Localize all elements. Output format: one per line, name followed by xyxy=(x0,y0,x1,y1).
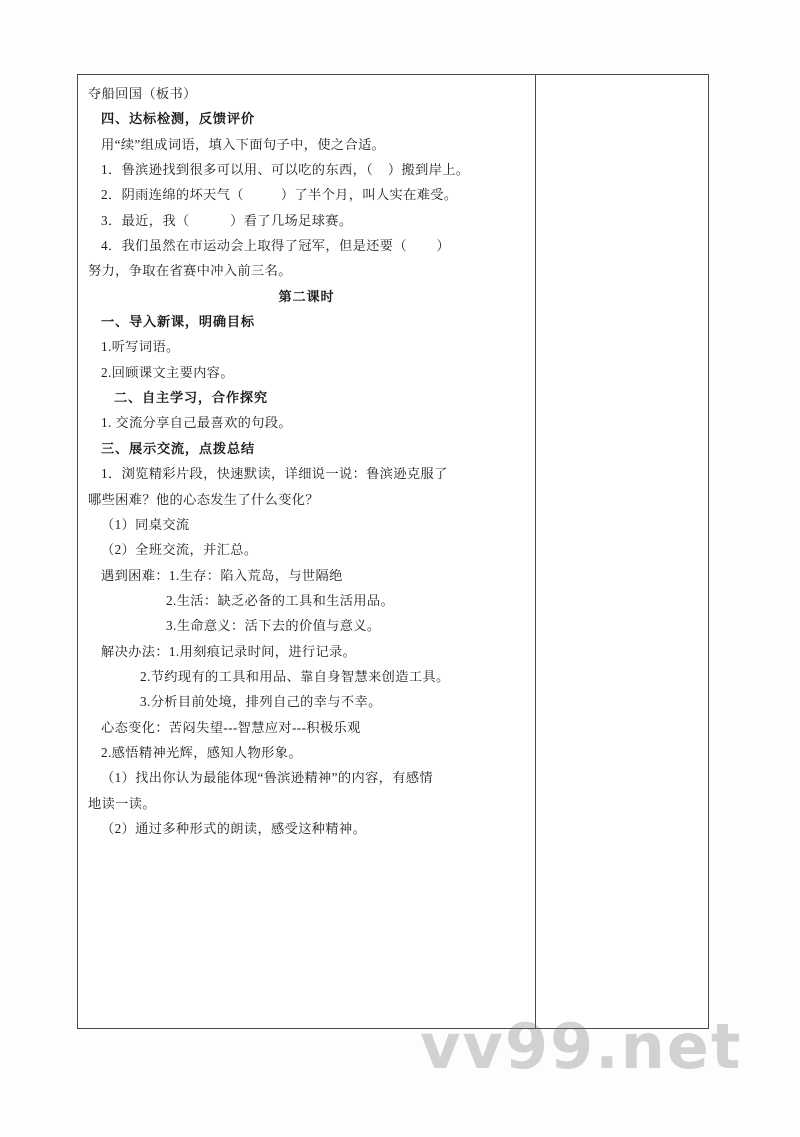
document-line: 1．鲁滨逊找到很多可以用、可以吃的东西，（ ）搬到岸上。 xyxy=(101,162,470,178)
document-line: 2．阴雨连绵的坏天气（ ）了半个月，叫人实在难受。 xyxy=(101,187,458,203)
document-line: 1.听写词语。 xyxy=(101,339,180,355)
document-line: 2.感悟精神光辉，感知人物形象。 xyxy=(101,744,302,760)
document-line: 哪些困难？他的心态发生了什么变化？ xyxy=(88,491,319,507)
lesson-plan-table xyxy=(77,74,709,1029)
watermark-text: vv99.net xyxy=(420,1010,743,1083)
document-line: 3．最近，我（ ）看了几场足球赛。 xyxy=(101,212,353,228)
table-cell-notes xyxy=(536,75,708,1028)
document-line: 地读一读。 xyxy=(88,795,156,811)
document-line: 4．我们虽然在市运动会上取得了冠军，但是还要（ ） xyxy=(101,238,451,254)
document-line: 3.分析目前处境，排列自己的幸与不幸。 xyxy=(140,694,382,710)
document-line: 1. 交流分享自己最喜欢的句段。 xyxy=(101,415,293,431)
document-line: 3.生命意义：活下去的价值与意义。 xyxy=(166,618,381,634)
document-line: 1．浏览精彩片段，快速默读，详细说一说：鲁滨逊克服了 xyxy=(101,466,448,482)
document-line: 解决办法：1.用刻痕记录时间，进行记录。 xyxy=(101,643,357,659)
document-line: 二、自主学习，合作探究 xyxy=(114,390,268,406)
document-line: 四、达标检测，反馈评价 xyxy=(101,111,255,127)
document-line: 2.生活：缺乏必备的工具和生活用品。 xyxy=(166,592,395,608)
document-line: 一、导入新课，明确目标 xyxy=(101,314,255,330)
document-line: 第二课时 xyxy=(278,288,335,304)
table-cell-content xyxy=(78,75,536,1028)
document-line: 三、展示交流，点拨总结 xyxy=(101,440,255,456)
document-line: （2）通过多种形式的朗读，感受这种精神。 xyxy=(101,820,367,836)
document-line: 心态变化：苦闷失望---智慧应对---积极乐观 xyxy=(101,719,361,735)
document-line: （2）全班交流，并汇总。 xyxy=(101,542,258,558)
document-line: 夺船回国（板书） xyxy=(88,86,197,101)
document-line: 2.回顾课文主要内容。 xyxy=(101,364,234,380)
document-line: 遇到困难：1.生存：陷入荒岛，与世隔绝 xyxy=(101,567,343,583)
document-line: 用“续”组成词语，填入下面句子中，使之合适。 xyxy=(101,136,386,152)
document-line: 2.节约现有的工具和用品、靠自身智慧来创造工具。 xyxy=(140,668,450,684)
document-line: （1）同桌交流 xyxy=(101,516,190,532)
document-line: （1）找出你认为最能体现“鲁滨逊精神”的内容，有感情 xyxy=(101,770,434,786)
document-line: 努力，争取在省赛中冲入前三名。 xyxy=(88,263,292,279)
